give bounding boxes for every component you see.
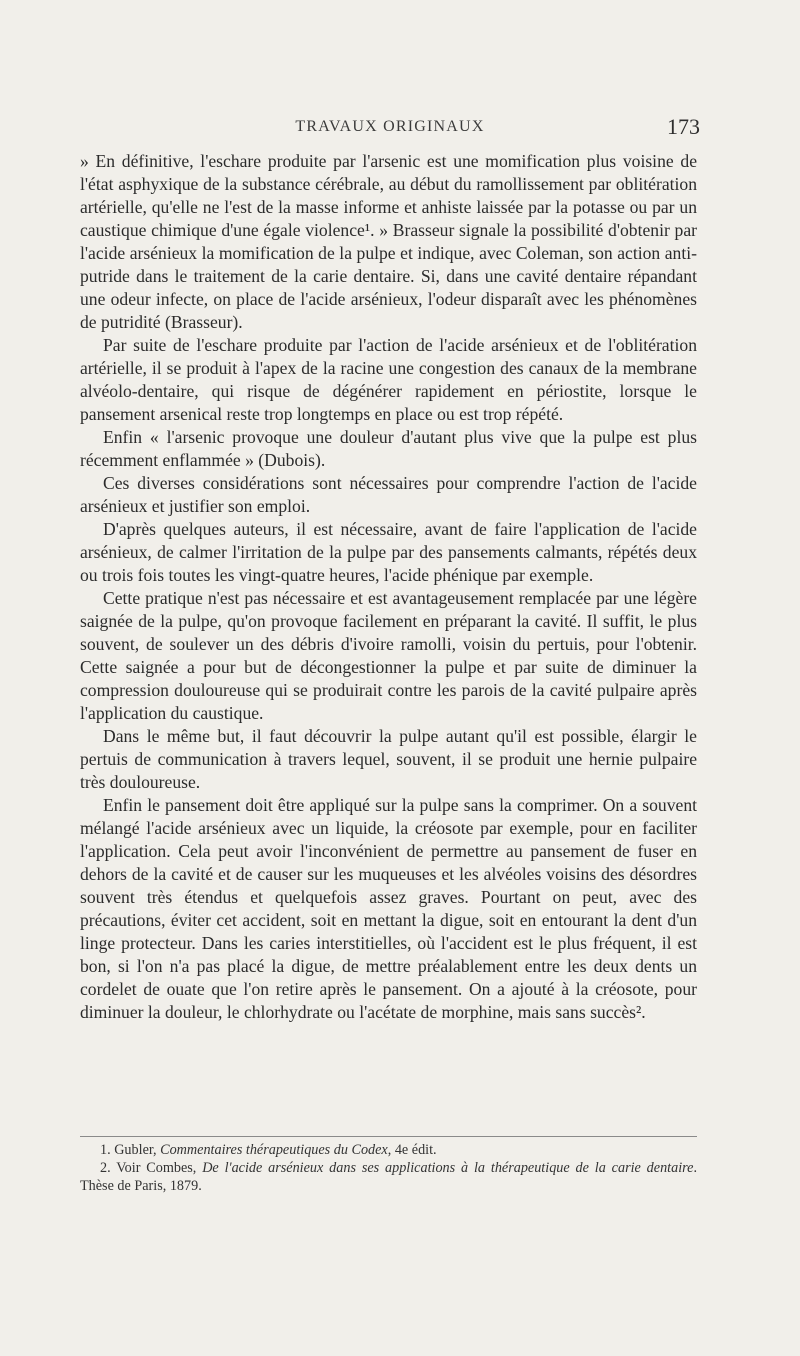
- footnote-rule: [80, 1136, 697, 1137]
- footnote-2-thesis: . Thèse de Paris, 1879.: [80, 1160, 697, 1194]
- running-title: TRAVAUX ORIGINAUX: [295, 118, 485, 135]
- paragraph: Enfin « l'arsenic provoque une douleur d'autant plus vive que la pulpe est plus récemment enflammée » (Dubois).: [80, 427, 697, 470]
- paragraph: Par suite de l'eschare produite par l'action de l'acide arsénieux et de l'oblitération artérielle, il se produit à l'apex de la racine une congestion des canaux de la membrane alvéolo-dentaire, qui risque de dégénérer rapidement en périostite, lorsque le pansement arsenical reste trop longtemps en place ou est trop répété.: [80, 335, 697, 424]
- footnote-1: [80, 1141, 697, 1159]
- footnote-1-title: Commentaires thérapeutiques du Codex: [160, 1142, 388, 1158]
- paragraph: Cette pratique n'est pas nécessaire et est avantageusement remplacée par une légère saignée de la pulpe, qu'on provoque facilement en préparant la cavité. Il suffit, le plus souvent, de soulever un des débris d'ivoire ramolli, voisin du pertuis, pour l'obtenir. Cette saignée a pour but de décongestionner la pulpe et par suite de diminuer la compression douloureuse qui se produirait contre les parois de la cavité pulpaire après l'application du caustique.: [80, 588, 697, 723]
- footnote-2-author: 2. Voir Combes,: [100, 1160, 203, 1176]
- footnotes: [80, 1141, 697, 1195]
- page-number: 173: [667, 114, 700, 139]
- footnote-2: [80, 1159, 697, 1195]
- paragraph: Ces diverses considérations sont nécessaires pour comprendre l'action de l'acide arsénieux et justifier son emploi.: [80, 473, 697, 516]
- footnote-1-edition: , 4e édit.: [387, 1142, 437, 1158]
- footnote-1-author: 1. Gubler,: [100, 1142, 161, 1158]
- paragraph: D'après quelques auteurs, il est nécessaire, avant de faire l'application de l'acide arsénieux, de calmer l'irritation de la pulpe par des pansements calmants, répétés deux ou trois fois toutes les vingt-quatre heures, l'acide phénique par exemple.: [80, 519, 697, 585]
- body-text: [80, 150, 697, 1024]
- paragraph: Enfin le pansement doit être appliqué sur la pulpe sans la comprimer. On a souvent mélangé l'acide arsénieux avec un liquide, la créosote par exemple, pour en faciliter l'application. Cela peut avoir l'inconvénient de permettre au pansement de fuser en dehors de la cavité et de causer sur les muqueuses et les alvéoles voisins des désordres souvent très étendus et quelquefois assez graves. Pourtant on peut, avec des précautions, éviter cet accident, soit en mettant la digue, soit en entourant la dent d'un linge protecteur. Dans les caries interstitielles, où l'accident est le plus fréquent, il est bon, si l'on n'a pas placé la digue, de mettre préalablement entre les deux dents un cordelet de ouate que l'on retire après le pansement. On a ajouté à la créosote, pour diminuer la douleur, le chlorhydrate ou l'acétate de morphine, mais sans succès².: [80, 795, 697, 1022]
- running-head: [80, 114, 700, 142]
- paragraph: » En définitive, l'eschare produite par l'arsenic est une momification plus voisine de l'état asphyxique de la substance cérébrale, au début du ramollissement par oblitération artérielle, qu'elle ne l'est de la masse informe et anhiste laissée par la potasse ou par un caustique chimique d'une égale violence¹. » Brasseur signale la possibilité d'obtenir par l'acide arsénieux la momification de la pulpe et indique, avec Coleman, son action anti-putride dans le traitement de la carie dentaire. Si, dans une cavité dentaire répandant une odeur infecte, on place de l'acide arsénieux, l'odeur disparaît avec les phénomènes de putridité (Brasseur).: [80, 151, 697, 332]
- footnote-2-title: De l'acide arsénieux dans ses applications à la thérapeutique de la carie dentaire: [202, 1160, 694, 1176]
- paragraph: Dans le même but, il faut découvrir la pulpe autant qu'il est possible, élargir le pertuis de communication à travers lequel, souvent, il se produit une hernie pulpaire très douloureuse.: [80, 726, 697, 792]
